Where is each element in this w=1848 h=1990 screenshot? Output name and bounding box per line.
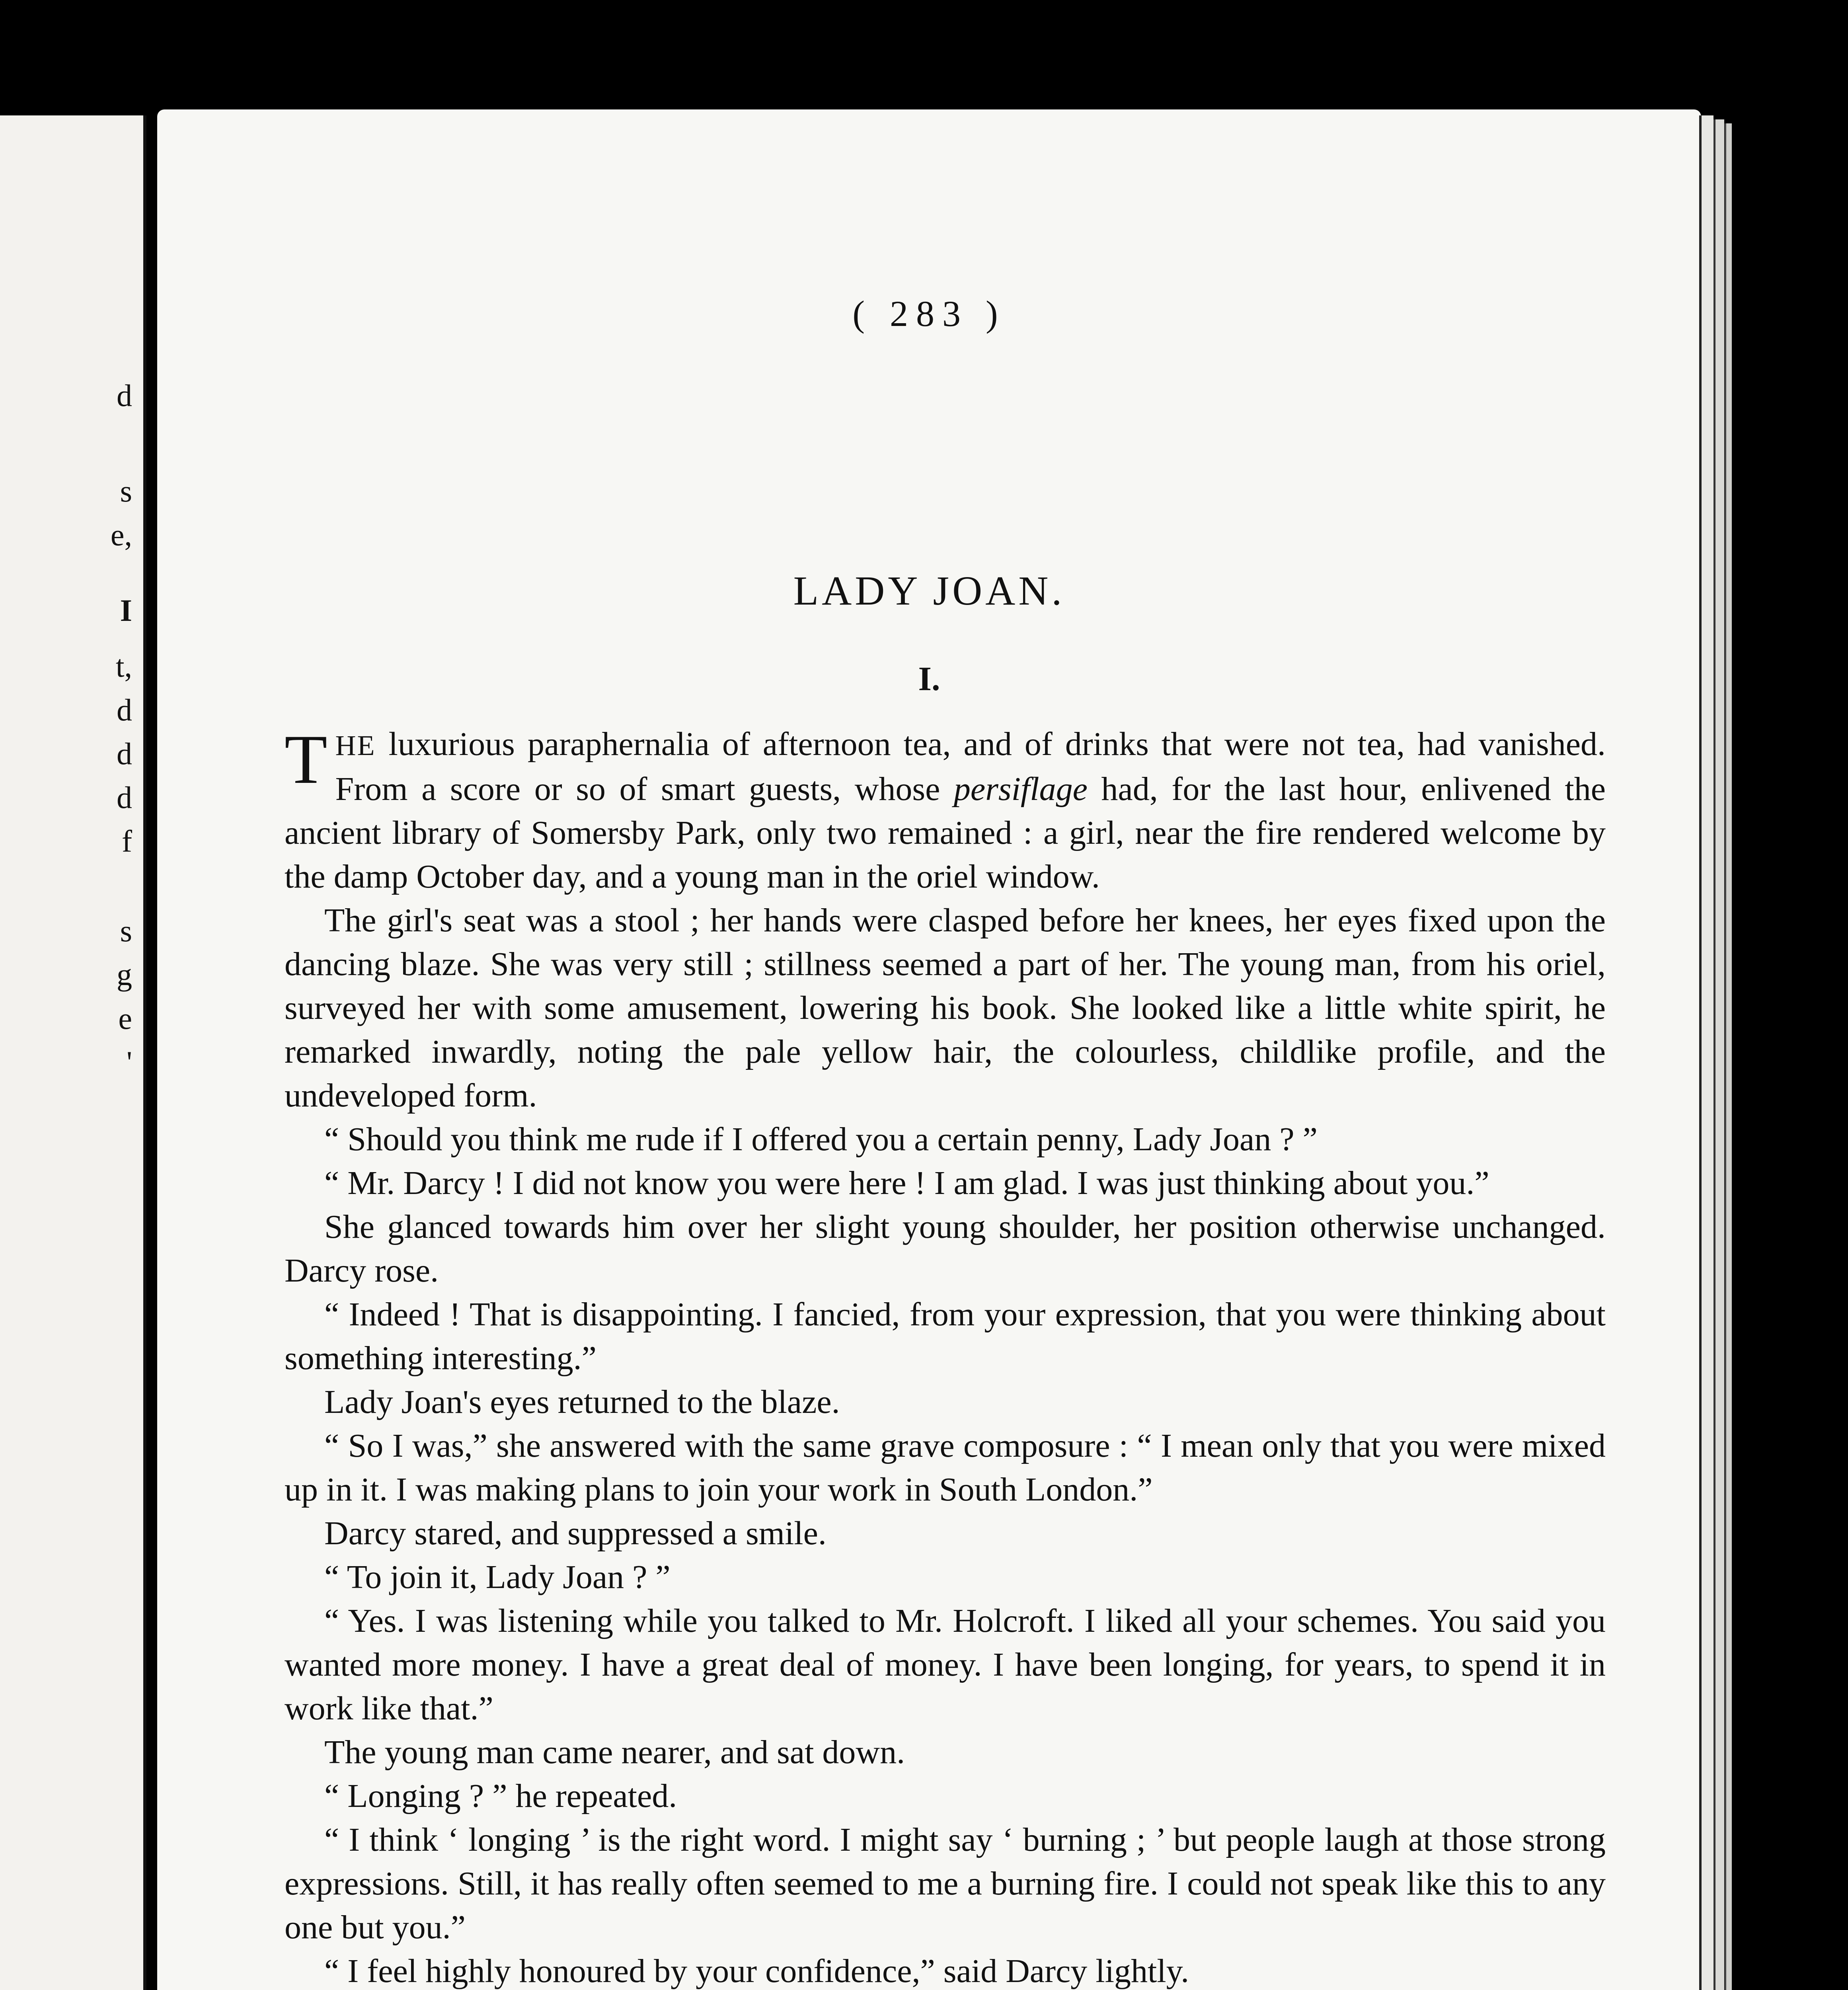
- paragraph: Lady Joan's eyes returned to the blaze.: [324, 1383, 840, 1420]
- left-page-fragment: s: [120, 474, 132, 508]
- small-caps-opening: HE: [335, 730, 376, 761]
- paragraph: Darcy stared, and suppressed a smile.: [324, 1515, 827, 1552]
- left-page-fragment: g: [117, 957, 132, 992]
- paragraph: “ Mr. Darcy ! I did not know you were here ! I am glad. I was just thinking about you.”: [324, 1165, 1489, 1202]
- left-page-fragment: I: [120, 593, 132, 628]
- left-page-fragment: d: [117, 736, 132, 771]
- drop-cap: T: [285, 721, 327, 798]
- paragraph: “ I feel highly honoured by your confidence,” said Darcy lightly.: [324, 1953, 1189, 1990]
- paragraph-text: luxurious paraphernalia of afternoon tea, and of drinks that were not tea, had vanished. From a score or so of smart guests, whose: [335, 726, 1606, 808]
- paragraph: “ Indeed ! That is disappointing. I fancied, from your expression, that you were thinking about something interesting.”: [285, 1296, 1606, 1377]
- left-page-fragment: f: [122, 824, 132, 858]
- left-page-fragment: s: [120, 913, 132, 948]
- paragraph-text: had, for the last hour, enlivened the ancient library of Somersby Park, only two remained : a girl, near the fire rendered welcome by the damp October day, and a young man in the oriel window.: [285, 771, 1606, 895]
- page-number: ( 283 ): [852, 293, 1006, 334]
- section-number: I.: [918, 659, 940, 698]
- left-page-fragment: e,: [110, 517, 132, 552]
- paragraph: The young man came nearer, and sat down.: [324, 1734, 905, 1771]
- paragraph: “ I think ‘ longing ’ is the right word. I might say ‘ burning ; ’ but people laugh at those strong expressions. Still, it has really often seemed to me a burning fire. I could not speak like this to any one but you.”: [285, 1821, 1606, 1946]
- left-page-fragment: d: [117, 693, 132, 727]
- left-page-fragment: d: [117, 378, 132, 413]
- left-page-fragment: t,: [115, 649, 132, 683]
- left-facing-page: [0, 115, 146, 1990]
- paragraph: “ So I was,” she answered with the same grave composure : “ I mean only that you were mixed up in it. I was making plans to join your work in South London.”: [285, 1427, 1606, 1508]
- page-edge: [1699, 115, 1713, 1990]
- story-body: [285, 722, 1606, 1990]
- opening-paragraph: [285, 722, 1606, 899]
- left-page-fragment: ': [126, 1045, 132, 1079]
- left-page-fragment: e: [118, 1001, 132, 1036]
- paragraph: “ Should you think me rude if I offered you a certain penny, Lady Joan ? ”: [324, 1121, 1318, 1158]
- italic-word: persiflage: [953, 771, 1088, 808]
- page-edge: [1725, 123, 1732, 1990]
- left-page-fragment: d: [117, 780, 132, 815]
- story-title: LADY JOAN.: [793, 568, 1065, 614]
- paragraph: The girl's seat was a stool ; her hands were clasped before her knees, her eyes fixed upon the dancing blaze. She was very still ; stillness seemed a part of her. The young man, from his oriel, surveyed her with some amusement, lowering his book. She looked like a little white spirit, he remarked inwardly, noting the pale yellow hair, the colourless, childlike profile, and the undeveloped form.: [285, 902, 1606, 1114]
- paragraph: “ Longing ? ” he repeated.: [324, 1777, 677, 1814]
- page-edge: [1713, 119, 1724, 1990]
- paragraph: “ Yes. I was listening while you talked to Mr. Holcroft. I liked all your schemes. You said you wanted more money. I have a great deal of money. I have been longing, for years, to spend it in work like that.”: [285, 1602, 1606, 1727]
- book-page: [157, 109, 1701, 1990]
- paragraph: She glanced towards him over her slight young shoulder, her position otherwise unchanged. Darcy rose.: [285, 1208, 1606, 1289]
- paragraph: “ To join it, Lady Joan ? ”: [324, 1559, 671, 1596]
